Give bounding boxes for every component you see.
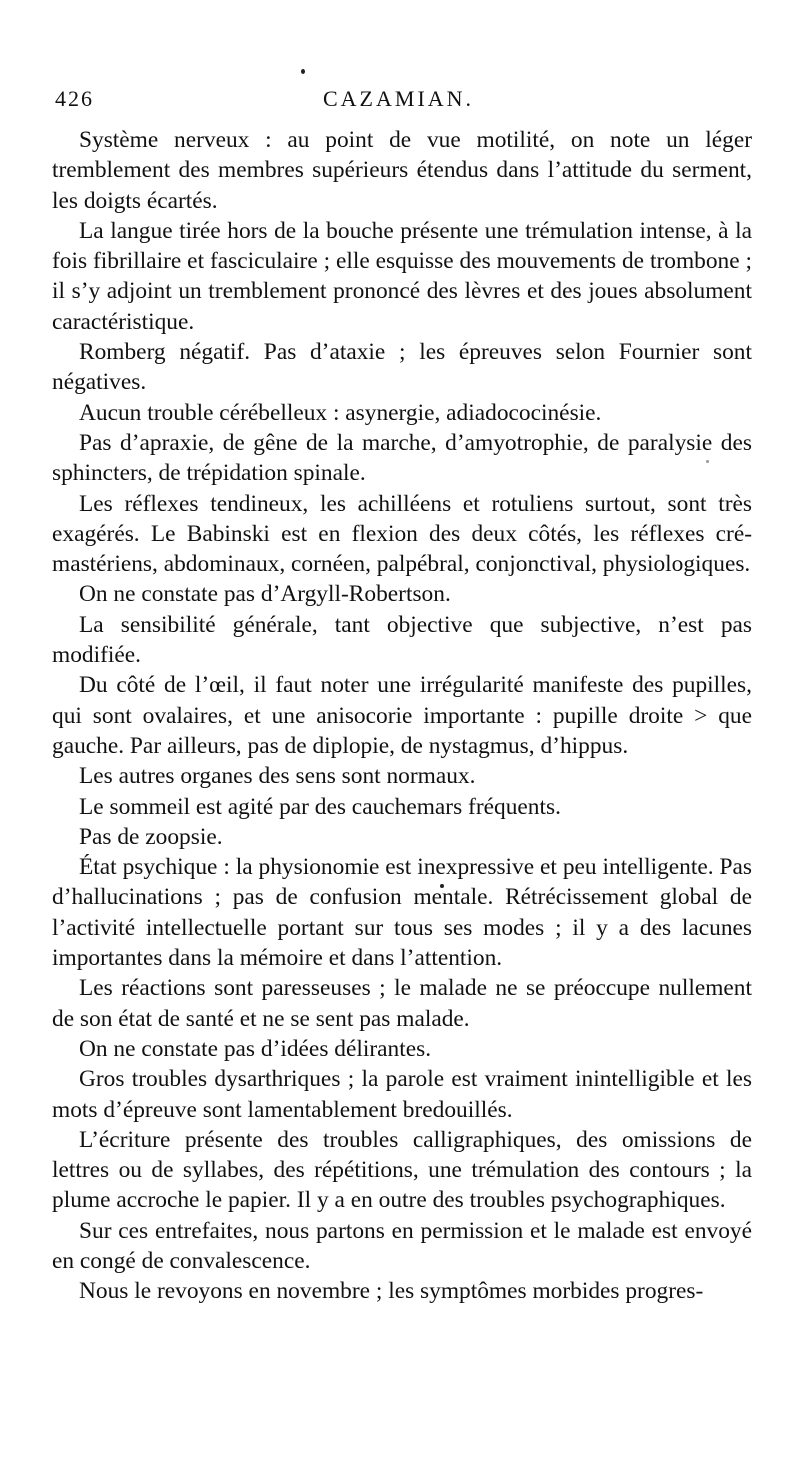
paragraph: Aucun trouble cérébelleux : asynergie, adiadococinésie. [79, 399, 602, 426]
paragraph: Pas d’apraxie, de gêne de la marche, d’amyotrophie, de paralysie des sphincters, de trépidation spinale. [52, 429, 752, 487]
paragraph: Nous le revoyons en novembre ; les symptômes morbides progres- [79, 1278, 704, 1305]
body-text [52, 125, 752, 1307]
paragraph: Le sommeil est agité par des cauchemars fréquents. [79, 793, 561, 820]
paragraph: On ne constate pas d’idées délirantes. [79, 1035, 432, 1062]
paragraph: Sur ces entrefaites, nous partons en permission et le malade est envoyé en congé de convalescence. [52, 1217, 752, 1274]
paragraph: Les réactions sont paresseuses ; le malade ne se préoccupe nullement de son état de santé et ne se sent pas malade. [52, 975, 752, 1032]
paragraph: Gros troubles dysarthriques ; la parole est vraiment inintelligible et les mots d’épreuve sont lamentablement bredouillés. [52, 1066, 752, 1123]
paragraph: L’écriture présente des troubles calligraphiques, des omissions de lettres ou de syllabes, des répétitions, une trémulation des contours ; la plume accroche le papier. Il y a en outre des troubles psychographiques. [52, 1126, 752, 1214]
paragraph: Système nerveux : au point de vue motilité, on note un léger tremblement des membres supérieurs étendus dans l’attitude du serment, les doigts écartés. [52, 127, 752, 214]
paragraph: Pas de zoopsie. [79, 823, 223, 850]
paragraph: La langue tirée hors de la bouche présente une trémulation intense, à la fois fibrillaire et fasciculaire ; elle esquisse des mouvements de trombone ; il s’y adjoint un tremblement prononcé des lèvres et des joues absolument caractéristique. [52, 217, 752, 335]
paragraph: La sensibilité générale, tant objective que subjective, n’est pas modifiée. [52, 611, 752, 669]
page-header [55, 86, 755, 120]
paragraph: On ne constate pas d’Argyll-Robertson. [79, 581, 451, 608]
running-head: CAZAMIAN. [323, 86, 475, 111]
page-number: 426 [55, 86, 94, 111]
paragraph: Romberg négatif. Pas d’ataxie ; les épreuves selon Fournier sont négatives. [52, 339, 752, 396]
paragraph: Du côté de l’œil, il faut noter une irrégularité manifeste des pupilles, qui sont ovalaires, et une anisocorie importante : pupille droite > que gauche. Par ailleurs, pas de diplopie, de nystagmus, d’hippus. [52, 672, 752, 759]
paragraph: Les autres organes des sens sont normaux. [79, 763, 476, 790]
ink-speck [301, 69, 305, 74]
paragraph: Les réflexes tendineux, les achilléens et rotuliens surtout, sont très exagérés. Le Babinski est en flexion des deux côtés, les réflexes crémastériens, abdominaux, cornéen, palpébral, conjonctival, physiologiques. [52, 490, 752, 578]
paragraph: État psychique : la physionomie est inexpressive et peu intelligente. Pas d’hallucinations ; pas de confusion mentale. Rétrécissement global de l’activité intellectuelle portant sur tous ses modes ; il y a des lacunes importantes dans la mémoire et dans l’attention. [52, 854, 752, 972]
